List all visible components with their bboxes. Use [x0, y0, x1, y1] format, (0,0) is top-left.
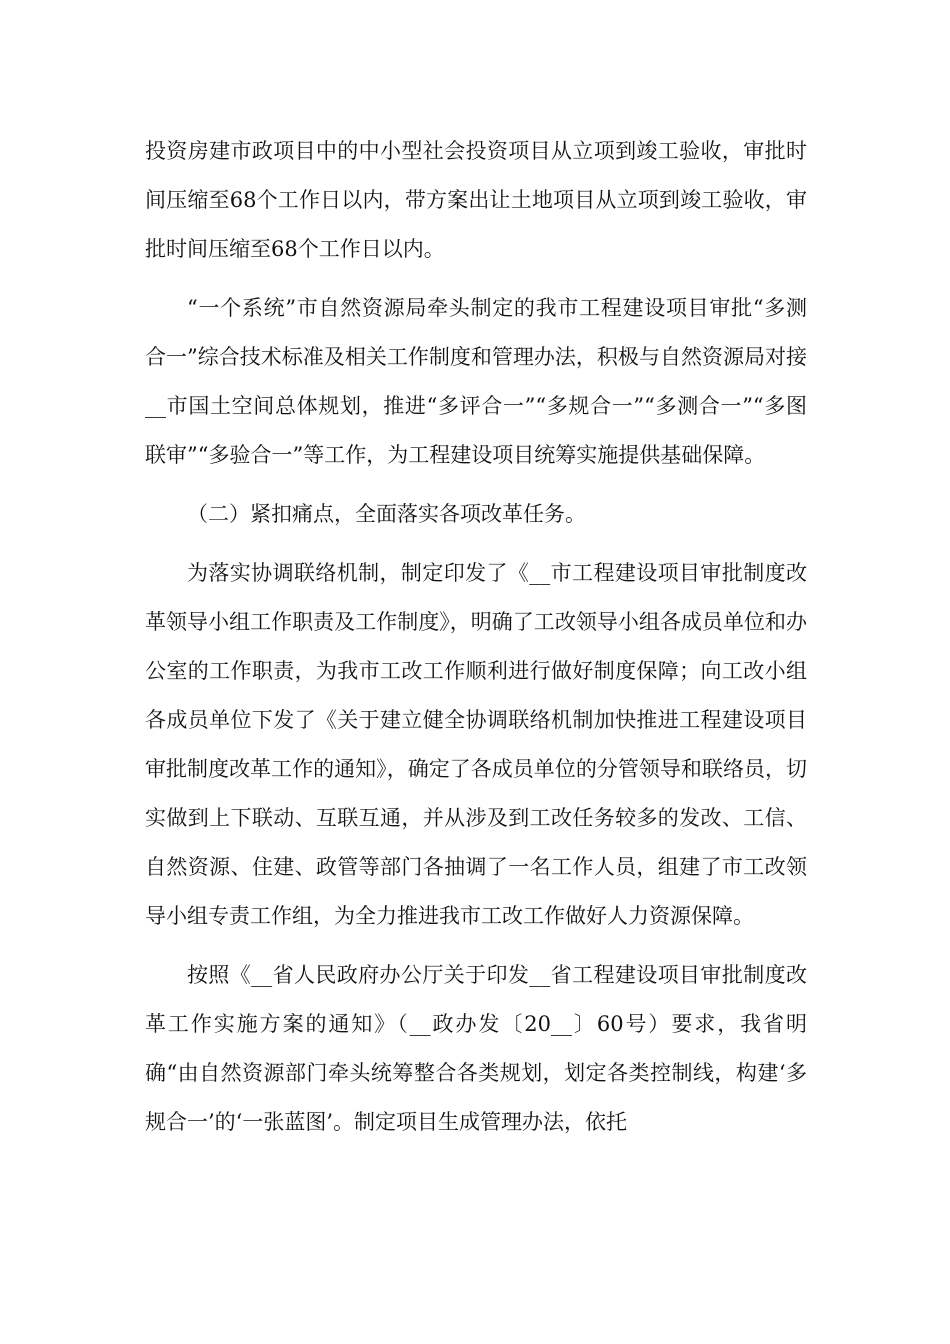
paragraph-3: 为落实协调联络机制，制定印发了《__市工程建设项目审批制度改革领导小组工作职责及工作制度》，明确了工改领导小组各成员单位和办公室的工作职责，为我市工改工作顺利进行做好制度保障；向工改小组各成员单位下发了《关于建立健全协调联络机制加快推进工程建设项目审批制度改革工作的通知》，确定了各成员单位的分管领导和联络员，切实做到上下联动、互联互通，并从涉及到工改任务较多的发改、工信、自然资源、住建、政管等部门各抽调了一名工作人员，组建了市工改领导小组专责工作组，为全力推进我市工改工作做好人力资源保障。: [145, 561, 807, 928]
paragraph-1: 投资房建市政项目中的中小型社会投资项目从立项到竣工验收，审批时间压缩至68个工作日以内，带方案出让土地项目从立项到竣工验收，审批时间压缩至68个工作日以内。: [145, 139, 807, 261]
document-body: [145, 127, 807, 1147]
paragraph-4: 按照《__省人民政府办公厅关于印发__省工程建设项目审批制度改革工作实施方案的通知》（__政办发〔20__〕60号）要求，我省明确“由自然资源部门牵头统筹整合各类规划，划定各类控制线，构建‘多规合一’的‘一张蓝图’。制定项目生成管理办法，依托: [145, 963, 807, 1134]
section-heading: （二）紧扣痛点，全面落实各项改革任务。: [187, 502, 586, 526]
paragraph-2: “一个系统”市自然资源局牵头制定的我市工程建设项目审批“多测合一”综合技术标准及相关工作制度和管理办法，积极与自然资源局对接__市国土空间总体规划，推进“多评合一”“多规合一”“多测合一”“多图联审”“多验合一”等工作，为工程建设项目统筹实施提供基础保障。: [145, 296, 807, 467]
